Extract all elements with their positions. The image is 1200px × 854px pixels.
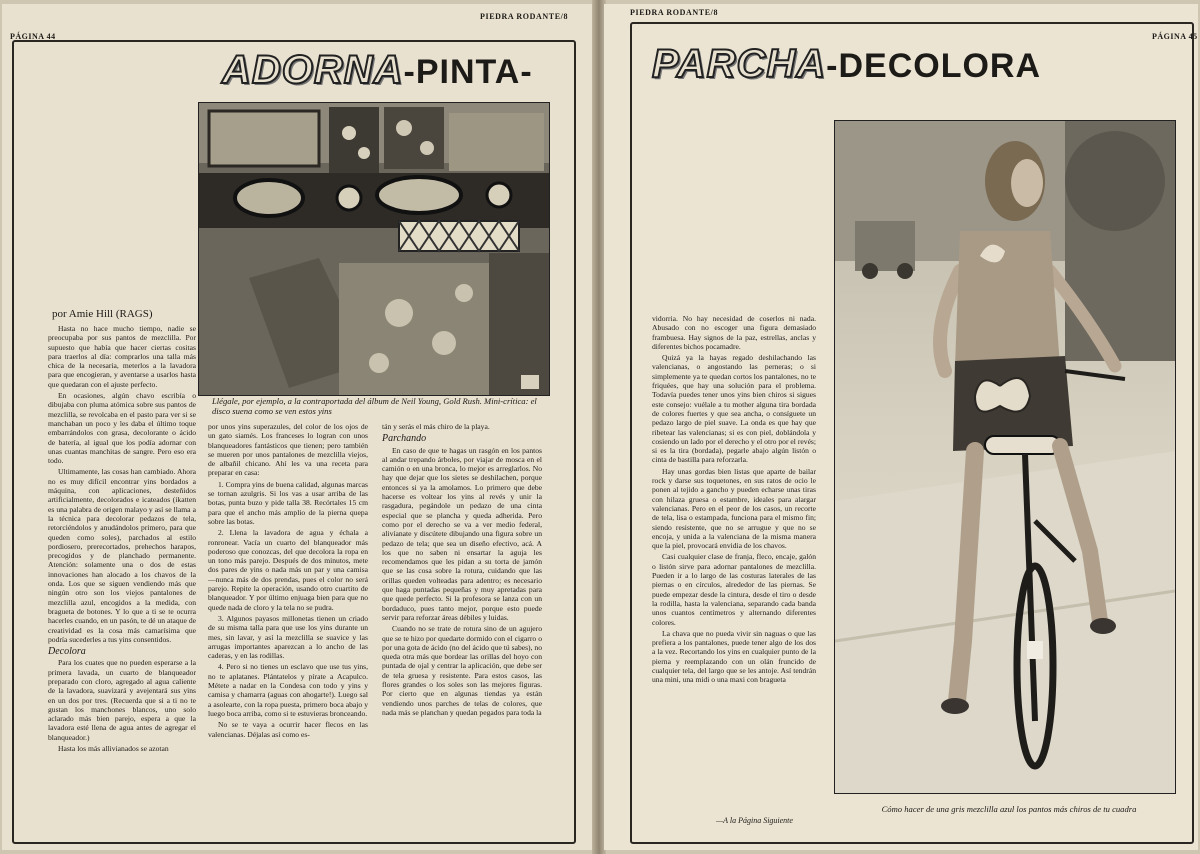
- running-head-left: PIEDRA RODANTE/8: [480, 12, 569, 21]
- right-page: [604, 4, 1198, 850]
- col2-paragraph: por unos yins superazules, del color de los ojos de un gato siamés. Los franceses lo logran con unos blanqueadores fantásticos que tienen; pero también se mueren por unos pantalones de mezclilla viejos, de albañil chicano. Ahí les va una receta para preparar en casa:: [208, 422, 368, 478]
- col3-paragraph: En caso de que te hagas un rasgón en los pantos al andar trepando árboles, por viajar de mosca en el camión o en una bronca, lo mejor es arreglarlos. No hay que dejar que los sietes se deshilachen, porque entonces si ya la amolamos. Lo primero que debe hacerse es voltear los yins al revés y unir la rasgadura, pegándole un pedazo de una cinta especial que se plancha y queda adherida. Pero como por el derecho se va a ver medio federal, alivíanate y discútete dibujando una figura sobre un pedazo de tela; que sea un diseño efectivo, acá. A los que no saben ni ensartar la aguja les recomendamos que les pidan a su torta de jamón que se las cosa sobre la rotura, cuidando que las orillas queden volteadas para adentro; es necesario que haga puntadas pequeñas y muy apretadas para que quede perfecto. Si la profesora se lanza con un bordaduco, pues tanto mejor, porque esto puede servir para reforzar áreas débiles y luidas.: [382, 445, 542, 622]
- left-photo-caption: Llégale, por ejemplo, a la contraportada del álbum de Neil Young, Gold Rush. Mini-crítica: el disco suena como se ven estos yins: [212, 396, 537, 416]
- right-col-paragraph: La chava que no pueda vivir sin naguas o que las prefiera a los pantalones, puede tener algo de los dos a la vez. Recortando los yins en cualquier punto de la pierna y reemplazando con un olán fruncido de cualquier tela, del largo que se les antoje. Así tendrán una mini, una midi o una maxi con bragueta: [652, 628, 816, 685]
- col2-paragraph: No se te vaya a ocurrir hacer flecos en las valencianas. Déjalas así como es-: [208, 720, 368, 739]
- title-outline-word: ADORNA: [222, 48, 404, 92]
- right-col-paragraph: Quizá ya la hayas regado deshilachando las valencianas, o angostando las perneras; o si simplemente ya te quedan cortos los pantalones, no te friquées, que hay una solución para el problema. Todavía puedes tener unos yins bien chiros si sigues este consejo: vuélale a tu mother alguna tira bordada de colores fuertes y que sea ancha, o consíguete un pedazo largo de piel suave. La onda es que hay que ribetear las valencianas; si es con piel, doblándola y cosiendo un lado por el derecho y el otro por el revés; si es la tira (bordada), pegarle abajo algún listón o cinta de bastilla para reforzarla.: [652, 353, 816, 465]
- patched-jeans-photo: [198, 102, 550, 396]
- right-col-paragraph: vidorria. No hay necesidad de coserlos ni nada. Abusado con no escoger una figura demasiado frambuesa. Hay signos de la paz, estrellas, anclas y diferentes bichos pocamadre.: [652, 314, 816, 351]
- col2-paragraph: 2. Llena la lavadora de agua y échala a ronronear. Vacía un cuarto del blanqueador más poderoso que conozcas, del que decolora la ropa en un tono más parejo. Después de dos minutos, mete dos pares de yins o nada más un par y una camisa —nunca más de dos prendas, pues el color no será parejo. Repite la operación, usando otro cuartito de blanqueador. Y por último enjuaga bien para que no quede nada de cloro y la tela no se pudra.: [208, 528, 368, 612]
- col2-paragraph: 4. Pero si no tienes un esclavo que use tus yins, no te aplatanes. Plántatelos y pírate a Acapulco. Métete a nadar en la Condesa con todo y yins y camisa y chamarra (aguas con ahogarte!). Luego sal a asolearte, con la ropa puesta, primero boca abajo y luego boca arriba, como si te estuvieras bronceando.: [208, 662, 368, 718]
- page-number-left: PÁGINA 44: [10, 32, 56, 41]
- col3-paragraph: tán y serás el más chiro de la playa.: [382, 422, 490, 431]
- byline: por Amie Hill (RAGS): [52, 308, 153, 320]
- title-outline-word: PARCHA: [652, 42, 827, 86]
- right-col-paragraph: Casi cualquier clase de franja, fleco, encaje, galón o listón sirve para adornar pantalones de mezclilla. Pueden ir a lo largo de las costuras laterales de las piernas o en círculos, alrededor de las piernas. Se puede empezar desde la cintura, desde el tiro o desde la rodilla, hasta la valenciana, separando cada banda unos cuantos centímetros y alternando diferentes colores.: [652, 552, 816, 627]
- col2-paragraph: 3. Algunos payasos millonetas tienen un criado de su misma talla para que use los yins durante un mes, sin lavar, y así la mezclilla se suavice y las arrugas importantes aparezcan a lo ancho de las caderas, y en las rodillas.: [208, 613, 368, 661]
- right-column: [652, 314, 816, 814]
- col1-paragraph: Ultimamente, las cosas han cambiado. Ahora no es muy difícil encontrar yins bordados a máquina, con aplicaciones, desteñidos artificialmente, decolorados e icateados (ikatten es una palabra de origen malayo y así se llama a la técnica para decolorar pedazos de tela, retorciéndolos y anudándolos primero, para que queden como soles), parchados al estilo pordiosero, prerecortados, prehechos harapos, precogidos y de planchado permanente. Atención: solamente una o dos de estas innovaciones han alocado a los chavos de la onda. Los que se siguen vendiendo más que ningún otro son los viejos pantalones de mezclilla azul, encogidos a la medida, con bragueta de botones. Y lo que a ti se te ocurra hacerles cuando, en un pasón, te dé un ataque de creatividad es la cosa más camarísima que podría sucederles a tus yins consentidos.: [48, 467, 196, 644]
- col3-paragraph: Cuando no se trate de rotura sino de un agujero que se te hizo por quedarte dormido con el cigarro o por una gota de ácido (no del ácido que tú sabes), no queda otra más que bordear las orillas del hoyo con puntada de ojal y centrar la aplicación, que debe ser de tela gruesa y resistente. Para estos casos, las flores grandes o los soles son las mejores figuras. Por cierto que en algunas tiendas ya están vendiendo unos parches de telas de colores, que nada más se planchan y quedan pegados para toda la: [382, 624, 542, 717]
- subheading-decolora: Decolora: [48, 646, 86, 658]
- bicycle-girl-photo: [834, 120, 1176, 794]
- col1-paragraph: Hasta los más allivianados se azotan: [58, 744, 169, 754]
- right-col-paragraph: Hay unas gordas bien listas que aparte de bailar rock y darse sus toquetones, en sus ratos de ocio le ponen al tejido a gancho y pueden echarse unas tiras con hilaza gruesa o estambre, ideales para alargar valencianas. Pero en el peor de los casos, un recorte de tela, lisa o estampada, funciona para el mismo fin; siendo resistente, que no se arrugue y que no se encoja, y unida a la valenciana de la misma manera que la piel, provocará envidia de los chavos.: [652, 466, 816, 551]
- subheading-parchando: Parchando: [382, 433, 427, 445]
- running-head-right: PIEDRA RODANTE/8: [630, 8, 719, 17]
- left-page: [2, 4, 594, 850]
- title-solid-word: -DECOLORA: [826, 47, 1042, 85]
- title-solid-word: -PINTA-: [403, 53, 533, 91]
- right-photo-caption: Cómo hacer de una gris mezclilla azul los pantos más chiros de tu cuadra: [881, 804, 1137, 814]
- page-number-right: PÁGINA 45: [1152, 32, 1198, 41]
- col1-paragraph: En ocasiones, algún chavo escribía o dibujaba con pluma atómica sobre sus pantos de mezclilla, se revolcaba en el pasto para ver si se manchaban un poco y les daba el último toque embarrándolos con grasa, decolorante o ácido de batería, al igual que los podía adornar con unas cuantas manchitas de sangre. Pero eso era todo.: [48, 391, 196, 466]
- left-column-1: [48, 324, 196, 829]
- col1-paragraph: Para los cuates que no pueden esperarse a la primera lavada, un cuarto de blanqueador preparado con cloro, agregado al agua caliente de la lavadora, suavizará y avejentará sus yins en un dos por tres. (Recuerda que si a ti no te gustan los manchones blancos, uno solo aclarado más bien parejo, espera a que la lavadora esté llena de agua antes de agregar el blanqueador.): [48, 658, 196, 742]
- left-title: [222, 48, 533, 94]
- right-title: [652, 42, 1041, 88]
- left-column-3: [382, 422, 542, 830]
- col1-paragraph: Hasta no hace mucho tiempo, nadie se preocupaba por sus pantos de mezclilla. Por supuesto que había que hacer ciertas cositas para traerlos al día: comprarlos una talla más chica de la necesaria, meterlos a la lavadora para que encogieran, y aventarse a usarlos hasta que quedaran con el ajuste perfecto.: [48, 324, 196, 389]
- left-column-2: [208, 422, 368, 830]
- col2-paragraph: 1. Compra yins de buena calidad, algunas marcas se tornan azulgris. Si los vas a usar arriba de las botas, punta buzo y pide talla 38. Recórtales 15 cm para que el ancho más amplio de la pierna quepa sobre las botas.: [208, 479, 368, 526]
- continued-note: —A la Página Siguiente: [716, 816, 793, 825]
